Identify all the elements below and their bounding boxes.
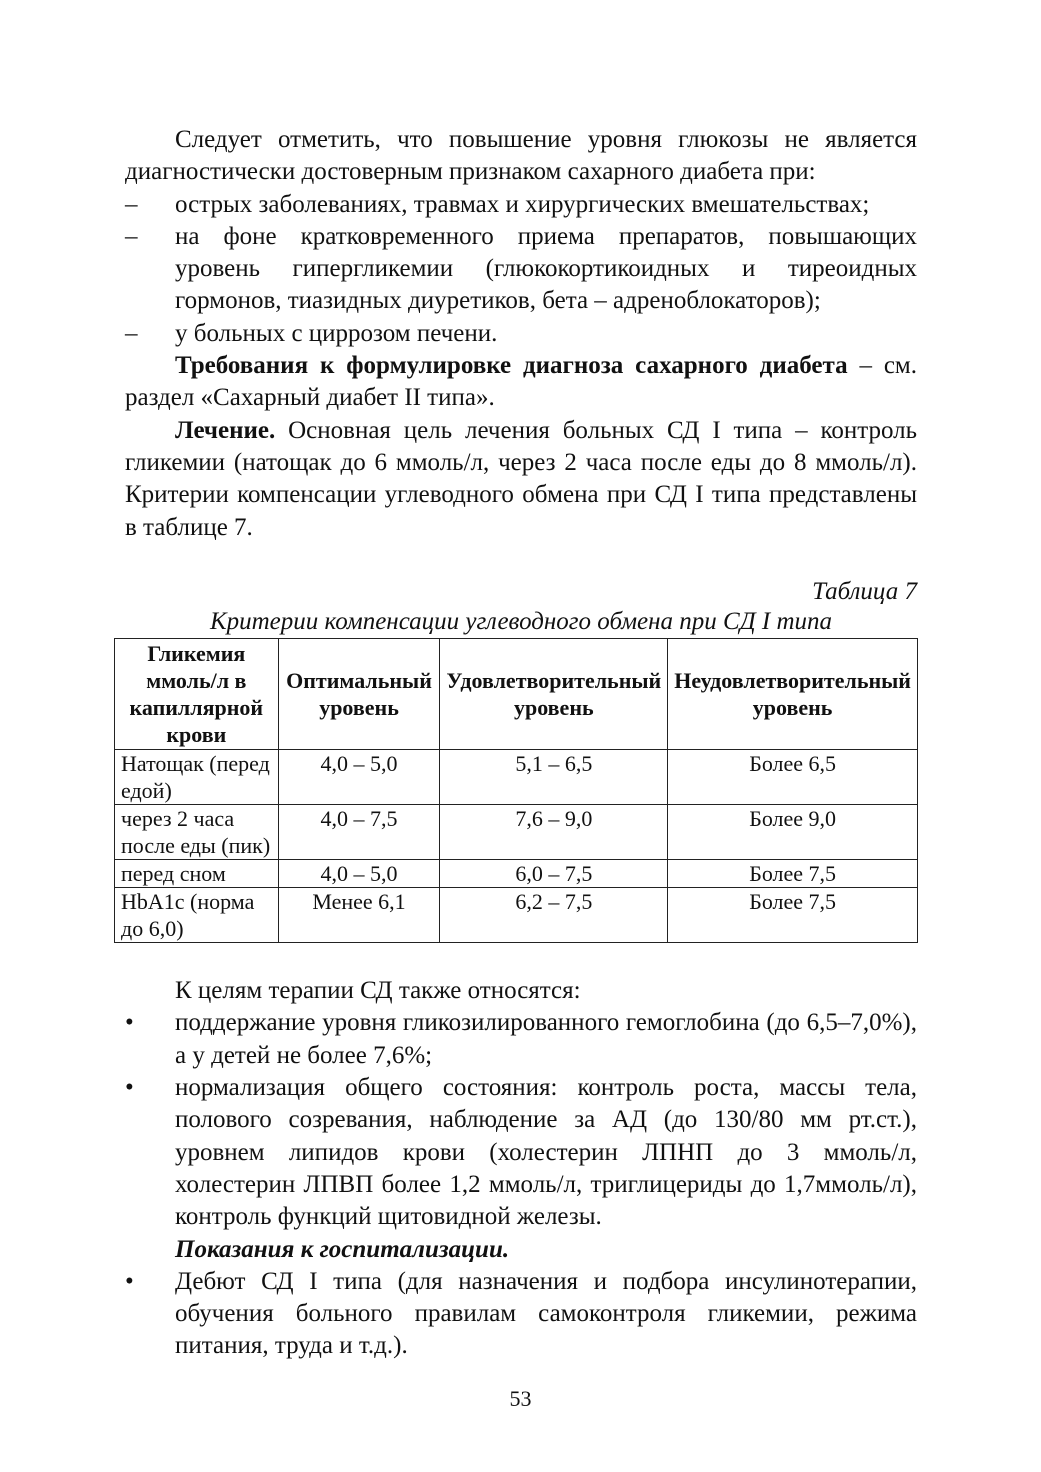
column-header: Неудовлетворительный уровень xyxy=(668,639,918,750)
table-cell: 7,6 – 9,0 xyxy=(440,805,668,860)
table-cell: 6,0 – 7,5 xyxy=(440,860,668,888)
compensation-criteria-table xyxy=(114,638,918,943)
dash-marker: – xyxy=(125,222,138,250)
table-number: Таблица 7 xyxy=(812,577,917,605)
hospitalization-heading: Показания к госпитализации. xyxy=(175,1235,510,1263)
table-cell: Более 6,5 xyxy=(668,750,918,805)
table-cell: 4,0 – 5,0 xyxy=(278,860,440,888)
requirements-text: – см. раздел «Сахарный диабет II типа». xyxy=(125,352,917,412)
bullet-marker: • xyxy=(125,1009,134,1037)
column-header: Гликемия ммоль/л в капиллярной крови xyxy=(115,639,279,750)
list-item-text: Дебют СД I типа (для назначения и подбора инсулинотерапии, обучения больного правилам самоконтроля гликемии, режима питания, труда и т.д.). xyxy=(175,1267,917,1360)
table-cell: Более 9,0 xyxy=(668,805,918,860)
table-cell: HbA1c (норма до 6,0) xyxy=(115,888,279,943)
list-item-text: острых заболеваниях, травмах и хирургических вмешательствах; xyxy=(175,190,870,218)
column-header: Удовлетворительный уровень xyxy=(440,639,668,750)
list-item xyxy=(125,221,917,318)
intro-list xyxy=(125,189,917,350)
table-cell: Натощак (перед едой) xyxy=(115,750,279,805)
table-row xyxy=(115,888,918,943)
dash-marker: – xyxy=(125,190,138,218)
table-row xyxy=(115,750,918,805)
page-number: 53 xyxy=(509,1386,532,1411)
table-title: Критерии компенсации углеводного обмена при СД I типа xyxy=(209,608,833,636)
table-cell: Более 7,5 xyxy=(668,888,918,943)
list-item-text: поддержание уровня гликозилированного гемоглобина (до 6,5–7,0%), а у детей не более 7,6%; xyxy=(175,1009,917,1069)
table-row xyxy=(115,860,918,888)
page-content xyxy=(121,124,917,1363)
treatment-heading: Лечение. xyxy=(175,416,276,444)
list-item xyxy=(125,189,917,221)
table-cell: перед сном xyxy=(115,860,279,888)
list-item xyxy=(125,1072,917,1233)
goals-list xyxy=(125,1007,917,1233)
table-cell: 5,1 – 6,5 xyxy=(440,750,668,805)
column-header: Оптимальный уровень xyxy=(278,639,440,750)
requirements-heading: Требования к формулировке диагноза сахарного диабета xyxy=(175,352,848,380)
list-item xyxy=(125,1007,917,1072)
dash-marker: – xyxy=(125,319,138,347)
table-cell: 6,2 – 7,5 xyxy=(440,888,668,943)
goals-paragraph: К целям терапии СД также относятся: xyxy=(175,977,581,1005)
table-cell: через 2 часа после еды (пик) xyxy=(115,805,279,860)
bullet-marker: • xyxy=(125,1267,134,1295)
hospitalization-list xyxy=(125,1266,917,1363)
intro-paragraph: Следует отметить, что повышение уровня глюкозы не является диагностически достоверным признаком сахарного диабета при: xyxy=(125,126,917,186)
treatment-paragraph xyxy=(125,415,917,544)
table-cell: Более 7,5 xyxy=(668,860,918,888)
list-item-text: нормализация общего состояния: контроль роста, массы тела, полового созревания, наблюдение за АД (до 130/80 мм рт.ст.), уровнем липидов крови (холестерин ЛПНП до 3 ммоль/л, холестерин ЛПВП более 1,2 ммоль/л, триглицериды до 1,7ммоль/л), контроль функций щитовидной железы. xyxy=(175,1074,917,1231)
list-item xyxy=(125,318,917,350)
table-row xyxy=(115,805,918,860)
bullet-marker: • xyxy=(125,1074,134,1102)
list-item xyxy=(125,1266,917,1363)
table-header-row xyxy=(115,639,918,750)
list-item-text: у больных с циррозом печени. xyxy=(175,319,498,347)
table-cell: 4,0 – 7,5 xyxy=(278,805,440,860)
table-cell: 4,0 – 5,0 xyxy=(278,750,440,805)
requirements-paragraph xyxy=(125,350,917,415)
treatment-text: Основная цель лечения больных СД I типа – контроль гликемии (натощак до 6 ммоль/л, через 2 часа после еды до 8 ммоль/л). Критерии компенсации углеводного обмена при СД I типа представлены в таблице 7. xyxy=(125,416,917,541)
table-cell: Менее 6,1 xyxy=(278,888,440,943)
list-item-text: на фоне кратковременного приема препаратов, повышающих уровень гипергликемии (глюкокортикоидных и тиреоидных гормонов, тиазидных диуретиков, бета – адреноблокаторов); xyxy=(175,222,917,315)
